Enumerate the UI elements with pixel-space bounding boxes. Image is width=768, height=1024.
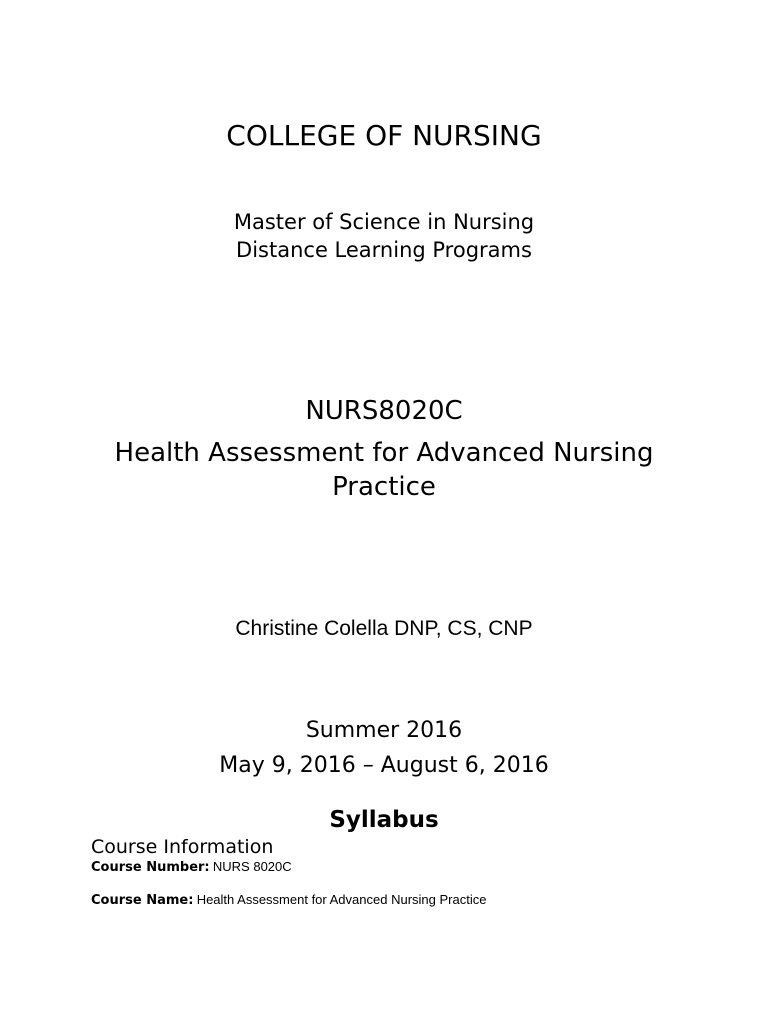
program-type: Distance Learning Programs — [236, 238, 532, 262]
term-dates: May 9, 2016 – August 6, 2016 — [219, 753, 549, 778]
syllabus-title: Syllabus — [329, 807, 439, 833]
college-name: COLLEGE OF NURSING — [226, 119, 542, 152]
course-code: NURS8020C — [305, 396, 463, 426]
course-name-row — [91, 893, 486, 907]
course-information-heading: Course Information — [91, 836, 274, 858]
instructor-name: Christine Colella DNP, CS, CNP — [235, 617, 533, 640]
course-name-value: Health Assessment for Advanced Nursing Practice — [196, 892, 487, 907]
course-name-label: Course Name: — [91, 893, 194, 908]
course-number-row — [91, 860, 292, 874]
course-number-value: NURS 8020C — [212, 859, 292, 874]
program-name: Master of Science in Nursing — [233, 210, 535, 234]
course-number-label: Course Number: — [91, 860, 210, 875]
course-title-line-1: Health Assessment for Advanced Nursing — [114, 438, 654, 468]
course-title-line-2: Practice — [332, 472, 436, 502]
term-season: Summer 2016 — [305, 718, 463, 743]
